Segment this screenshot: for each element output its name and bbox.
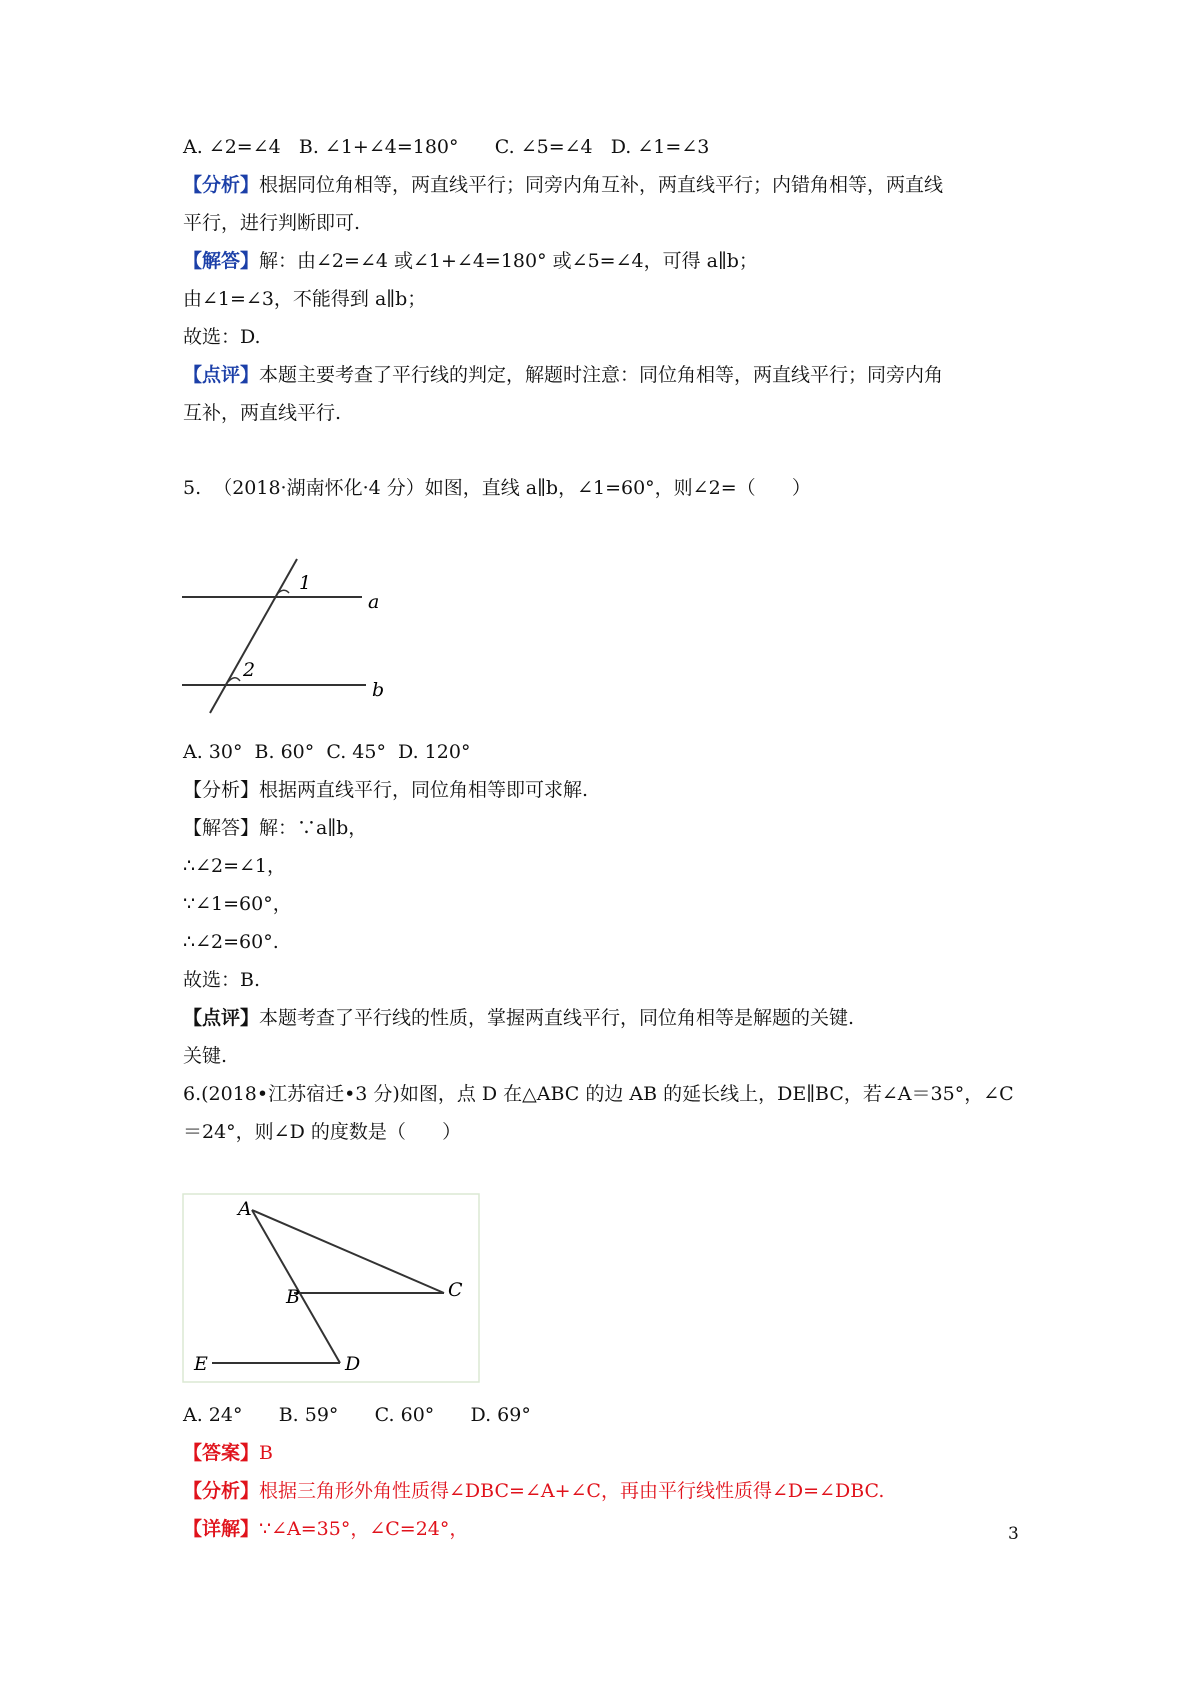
- key-tag: 【答案】: [183, 1442, 260, 1464]
- q6-figure-triangle: [182, 1193, 480, 1383]
- q4-answer-line-1: 【解答】解：由∠2=∠4 或∠1+∠4=180° 或∠5=∠4，可得 a∥b；: [183, 250, 758, 272]
- transversal: [210, 559, 297, 713]
- label-2: 2: [243, 659, 256, 681]
- q6-analysis: 【分析】根据三角形外角性质得∠DBC=∠A+∠C，再由平行线性质得∠D=∠DBC.: [183, 1480, 885, 1502]
- q6-key: 【答案】B: [183, 1442, 273, 1464]
- q5-figure-parallel-lines: [180, 555, 420, 715]
- q5-answer-line-4: ∴∠2=60°.: [183, 931, 279, 953]
- label-B: B: [286, 1286, 300, 1308]
- q5-comment-extra: 关键.: [183, 1045, 228, 1067]
- comment-tag: 【点评】: [183, 1007, 260, 1029]
- analysis-tag: 【分析】: [183, 779, 260, 801]
- label-D: D: [345, 1353, 361, 1375]
- q5-analysis: 【分析】根据两直线平行，同位角相等即可求解.: [183, 779, 589, 801]
- label-1: 1: [299, 572, 312, 594]
- q6-stem-line-1: 6.(2018•江苏宿迁•3 分)如图，点 D 在△ABC 的边 AB 的延长线上，DE∥BC，若∠A＝35°，∠C: [183, 1083, 1014, 1105]
- q4-comment-line-2: 互补，两直线平行.: [183, 402, 342, 424]
- label-C: C: [448, 1279, 463, 1301]
- q5-answer-line-3: ∵∠1=60°，: [183, 893, 292, 915]
- q5-comment: 【点评】本题考查了平行线的性质，掌握两直线平行，同位角相等是解题的关键.: [183, 1007, 855, 1029]
- q6-detail: 【详解】∵∠A=35°，∠C=24°，: [183, 1518, 469, 1540]
- q5-answer-line-5: 故选：B.: [183, 969, 261, 991]
- detail-tag: 【详解】: [183, 1518, 260, 1540]
- q5-answer-line-2: ∴∠2=∠1，: [183, 855, 287, 877]
- segment-AC: [252, 1210, 444, 1293]
- q4-options: A. ∠2=∠4 B. ∠1+∠4=180° C. ∠5=∠4 D. ∠1=∠3: [183, 136, 710, 158]
- answer-tag: 【解答】: [183, 817, 260, 839]
- q4-analysis-line-1: 【分析】根据同位角相等，两直线平行；同旁内角互补，两直线平行；内错角相等，两直线: [183, 174, 944, 196]
- q5-answer-line-1: 【解答】解：∵a∥b，: [183, 817, 368, 839]
- label-E: E: [194, 1353, 208, 1375]
- label-a: a: [368, 591, 380, 613]
- analysis-tag: 【分析】: [183, 1480, 260, 1502]
- answer-tag: 【解答】: [183, 250, 260, 272]
- analysis-tag: 【分析】: [183, 174, 260, 196]
- label-b: b: [372, 679, 385, 701]
- q4-analysis-line-2: 平行，进行判断即可.: [183, 212, 361, 234]
- label-A: A: [238, 1198, 252, 1220]
- q5-stem: 5. （2018·湖南怀化·4 分）如图，直线 a∥b，∠1=60°，则∠2=（ ）: [183, 477, 811, 499]
- page-number: 3: [1008, 1524, 1019, 1544]
- q4-answer-line-3: 故选：D.: [183, 326, 261, 348]
- q6-options: A. 24° B. 59° C. 60° D. 69°: [183, 1404, 531, 1426]
- q6-stem-line-2: ＝24°，则∠D 的度数是（ ）: [183, 1121, 462, 1143]
- q4-comment-line-1: 【点评】本题主要考查了平行线的判定，解题时注意：同位角相等，两直线平行；同旁内角: [183, 364, 944, 386]
- q4-answer-line-2: 由∠1=∠3，不能得到 a∥b；: [183, 288, 427, 310]
- comment-tag: 【点评】: [183, 364, 260, 386]
- q5-options: A. 30° B. 60° C. 45° D. 120°: [183, 741, 471, 763]
